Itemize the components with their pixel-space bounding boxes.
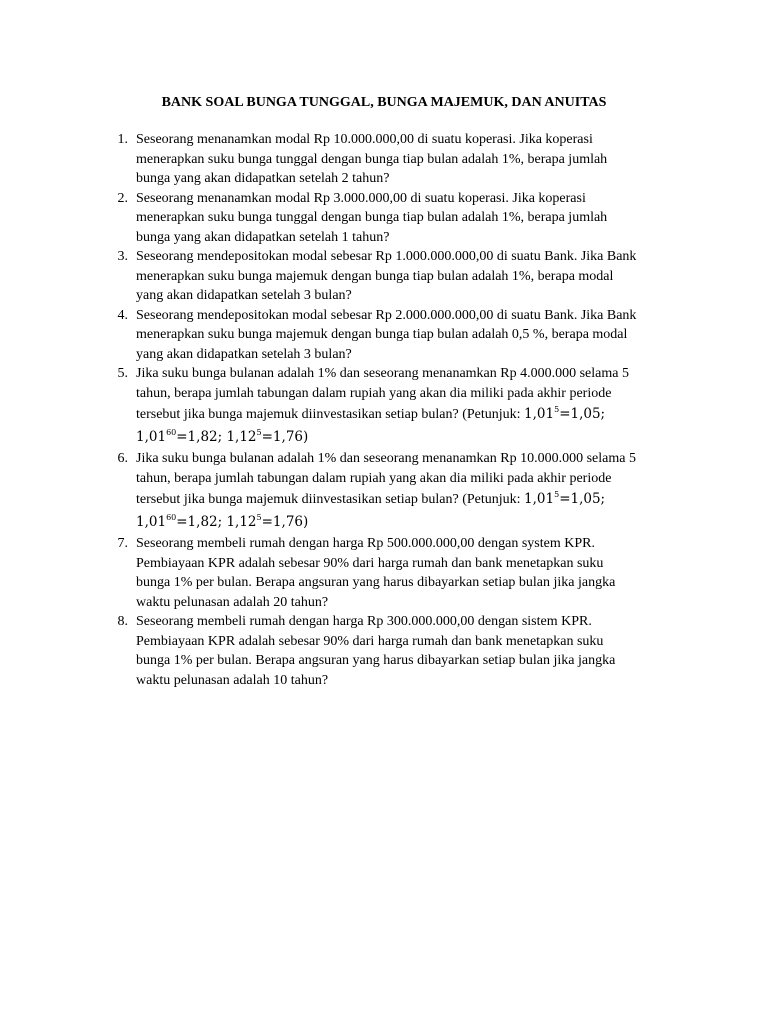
- question-text-line: bunga 1% per bulan. Berapa angsuran yang harus dibayarkan setiap bulan jika jangka: [136, 653, 616, 668]
- hint-text: tersebut jika bunga majemuk diinvestasikan setiap bulan? (Petunjuk:: [136, 407, 525, 422]
- hint-line: [136, 511, 686, 534]
- math-result: =1,76): [261, 514, 309, 530]
- question-text-line: menerapkan suku bunga tunggal dengan bunga tiap bulan adalah 1%, berapa jumlah: [136, 210, 608, 225]
- question-text-line: Seseorang mendepositokan modal sebesar Rp 2.000.000.000,00 di suatu Bank. Jika Bank: [136, 307, 637, 323]
- math-result: =1,76): [261, 429, 309, 445]
- hint-line: [136, 488, 686, 511]
- question-item-3: [106, 247, 686, 306]
- question-text-line: menerapkan suku bunga tunggal dengan bunga tiap bulan adalah 1%, berapa jumlah: [136, 151, 608, 167]
- question-text-line: Seseorang menanamkan modal Rp 3.000.000,00 di suatu koperasi. Jika koperasi: [136, 190, 586, 206]
- question-number: 4.: [117, 307, 128, 323]
- question-number: 8.: [117, 614, 128, 629]
- question-text-line: waktu pelunasan adalah 20 tahun?: [136, 594, 329, 610]
- question-list: [106, 130, 686, 690]
- question-text-line: menerapkan suku bunga majemuk dengan bunga tiap bulan adalah 1%, berapa modal: [136, 268, 614, 284]
- math-expression: [136, 514, 308, 530]
- math-base: 1,01: [524, 406, 555, 422]
- math-exponent: 5: [554, 490, 560, 499]
- question-number: 6.: [117, 451, 128, 466]
- math-exponent: 5: [256, 513, 262, 522]
- question-text-line: tahun, berapa jumlah tabungan dalam rupiah yang akan dia miliki pada akhir periode: [136, 385, 612, 401]
- math-expression: [524, 491, 605, 507]
- question-text-line: Seseorang membeli rumah dengan harga Rp 300.000.000,00 dengan sistem KPR.: [136, 614, 592, 629]
- math-expression: [524, 406, 605, 422]
- hint-line: [136, 426, 686, 449]
- question-item-7: [106, 534, 686, 612]
- question-item-8: [106, 612, 686, 690]
- math-result: =1,05;: [559, 491, 606, 507]
- question-text-line: Seseorang menanamkan modal Rp 10.000.000,00 di suatu koperasi. Jika koperasi: [136, 132, 593, 147]
- math-base: 1,01: [136, 514, 167, 530]
- question-text-line: Seseorang mendepositokan modal sebesar Rp 1.000.000.000,00 di suatu Bank. Jika Bank: [136, 249, 637, 264]
- question-number: 2.: [117, 190, 128, 206]
- question-text-line: Seseorang membeli rumah dengan harga Rp 500.000.000,00 dengan system KPR.: [136, 536, 595, 551]
- math-base: 1,01: [136, 429, 167, 445]
- document-title: BANK SOAL BUNGA TUNGGAL, BUNGA MAJEMUK, DAN ANUITAS: [161, 95, 607, 110]
- math-base: 1,01: [524, 491, 555, 507]
- math-result: =1,82; 1,12: [176, 429, 257, 445]
- question-text-line: yang akan didapatkan setelah 3 bulan?: [136, 346, 352, 362]
- math-exponent: 5: [554, 405, 560, 414]
- question-text-line: Pembiayaan KPR adalah sebesar 90% dari harga rumah dan bank menetapkan suku: [136, 633, 604, 649]
- question-text-line: Jika suku bunga bulanan adalah 1% dan seseorang menanamkan Rp 10.000.000 selama 5: [136, 451, 636, 466]
- question-text-line: bunga yang akan didapatkan setelah 1 tahun?: [136, 229, 390, 245]
- question-item-5: [106, 364, 686, 449]
- question-item-1: [106, 130, 686, 189]
- question-text-line: bunga 1% per bulan. Berapa angsuran yang harus dibayarkan setiap bulan jika jangka: [136, 575, 616, 590]
- question-item-2: [106, 189, 686, 248]
- question-text-line: waktu pelunasan adalah 10 tahun?: [136, 672, 329, 688]
- question-item-4: [106, 306, 686, 365]
- math-exponent: 60: [166, 428, 177, 437]
- math-result: =1,82; 1,12: [176, 514, 257, 530]
- question-text-line: yang akan didapatkan setelah 3 bulan?: [136, 288, 352, 303]
- question-text-line: menerapkan suku bunga majemuk dengan bunga tiap bulan adalah 0,5 %, berapa modal: [136, 327, 628, 342]
- math-result: =1,05;: [559, 406, 606, 422]
- question-text-line: tahun, berapa jumlah tabungan dalam rupiah yang akan dia miliki pada akhir periode: [136, 470, 612, 486]
- math-exponent: 60: [166, 513, 177, 522]
- question-text-line: Jika suku bunga bulanan adalah 1% dan seseorang menanamkan Rp 4.000.000 selama 5: [136, 366, 629, 381]
- question-text-line: bunga yang akan didapatkan setelah 2 tahun?: [136, 171, 390, 186]
- hint-line: [136, 403, 686, 426]
- question-item-6: [106, 449, 686, 534]
- hint-text: tersebut jika bunga majemuk diinvestasikan setiap bulan? (Petunjuk:: [136, 492, 525, 507]
- math-exponent: 5: [256, 428, 262, 437]
- question-text-line: Pembiayaan KPR adalah sebesar 90% dari harga rumah dan bank menetapkan suku: [136, 555, 604, 571]
- question-number: 5.: [117, 366, 128, 381]
- math-expression: [136, 429, 308, 445]
- question-number: 7.: [117, 536, 128, 551]
- question-number: 3.: [117, 249, 128, 264]
- question-number: 1.: [117, 132, 128, 147]
